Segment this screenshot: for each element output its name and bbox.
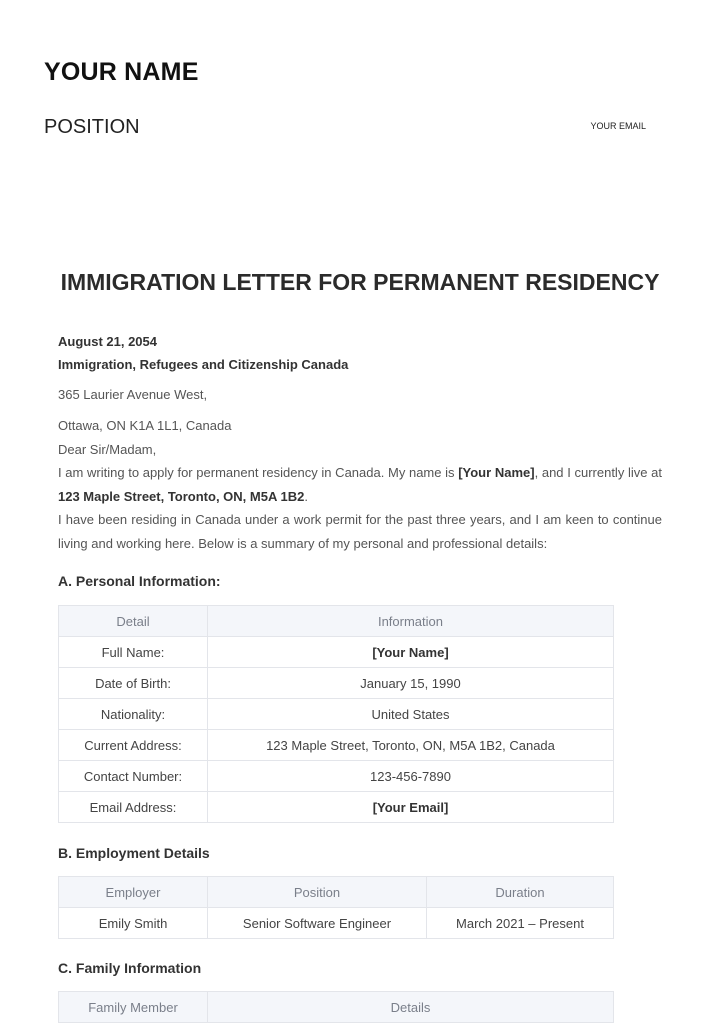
column-header-duration: Duration bbox=[427, 877, 614, 908]
row-value: January 15, 1990 bbox=[208, 668, 614, 699]
family-table bbox=[58, 991, 614, 1023]
column-header-information: Information bbox=[208, 606, 614, 637]
column-header-position: Position bbox=[208, 877, 427, 908]
address-line-1: 365 Laurier Avenue West, bbox=[58, 387, 208, 402]
table-header-row bbox=[59, 877, 614, 908]
family-heading: C. Family Information bbox=[58, 960, 202, 976]
paragraph-1-text-a: I am writing to apply for permanent residency in Canada. My name is bbox=[58, 465, 459, 480]
table-header-row bbox=[59, 992, 614, 1023]
paragraph-1-address: 123 Maple Street, Toronto, ON, M5A 1B2 bbox=[58, 489, 305, 504]
table-row bbox=[59, 908, 614, 939]
employer-cell: Emily Smith bbox=[59, 908, 208, 939]
employment-table bbox=[58, 876, 614, 939]
address-line-2: Ottawa, ON K1A 1L1, Canada bbox=[58, 418, 232, 433]
paragraph-1-text-c: . bbox=[304, 489, 308, 504]
sender-position: POSITION bbox=[44, 116, 140, 138]
table-row bbox=[59, 730, 614, 761]
table-row bbox=[59, 637, 614, 668]
table-row bbox=[59, 699, 614, 730]
paragraph-1-text-b: , and I currently live at bbox=[534, 465, 662, 480]
table-row bbox=[59, 761, 614, 792]
row-value: 123-456-7890 bbox=[208, 761, 614, 792]
column-header-family-member: Family Member bbox=[59, 992, 208, 1023]
letter-title: IMMIGRATION LETTER FOR PERMANENT RESIDENCY bbox=[60, 269, 660, 295]
paragraph-2: I have been residing in Canada under a work permit for the past three years, and I am keen to continue living and working here. Below is a summary of my personal and professional details: bbox=[58, 512, 662, 551]
row-value: United States bbox=[208, 699, 614, 730]
personal-info-table bbox=[58, 605, 614, 823]
table-header-row bbox=[59, 606, 614, 637]
position-cell: Senior Software Engineer bbox=[208, 908, 427, 939]
row-label: Contact Number: bbox=[59, 761, 208, 792]
row-value: [Your Email] bbox=[208, 792, 614, 823]
row-value: [Your Name] bbox=[208, 637, 614, 668]
employment-heading: B. Employment Details bbox=[58, 845, 210, 861]
recipient-name: Immigration, Refugees and Citizenship Canada bbox=[58, 357, 349, 372]
row-value: 123 Maple Street, Toronto, ON, M5A 1B2, Canada bbox=[208, 730, 614, 761]
salutation: Dear Sir/Madam, bbox=[58, 442, 157, 457]
sender-name: YOUR NAME bbox=[44, 58, 199, 86]
table-row bbox=[59, 792, 614, 823]
row-label: Date of Birth: bbox=[59, 668, 208, 699]
row-label: Email Address: bbox=[59, 792, 208, 823]
paragraph-1-name: [Your Name] bbox=[458, 465, 535, 480]
column-header-details: Details bbox=[208, 992, 614, 1023]
duration-cell: March 2021 – Present bbox=[427, 908, 614, 939]
table-row bbox=[59, 668, 614, 699]
column-header-detail: Detail bbox=[59, 606, 208, 637]
paragraph-1 bbox=[58, 461, 662, 509]
sender-email: YOUR EMAIL bbox=[590, 121, 646, 131]
letter-date: August 21, 2054 bbox=[58, 334, 157, 349]
row-label: Nationality: bbox=[59, 699, 208, 730]
personal-info-heading: A. Personal Information: bbox=[58, 573, 221, 589]
row-label: Current Address: bbox=[59, 730, 208, 761]
row-label: Full Name: bbox=[59, 637, 208, 668]
column-header-employer: Employer bbox=[59, 877, 208, 908]
